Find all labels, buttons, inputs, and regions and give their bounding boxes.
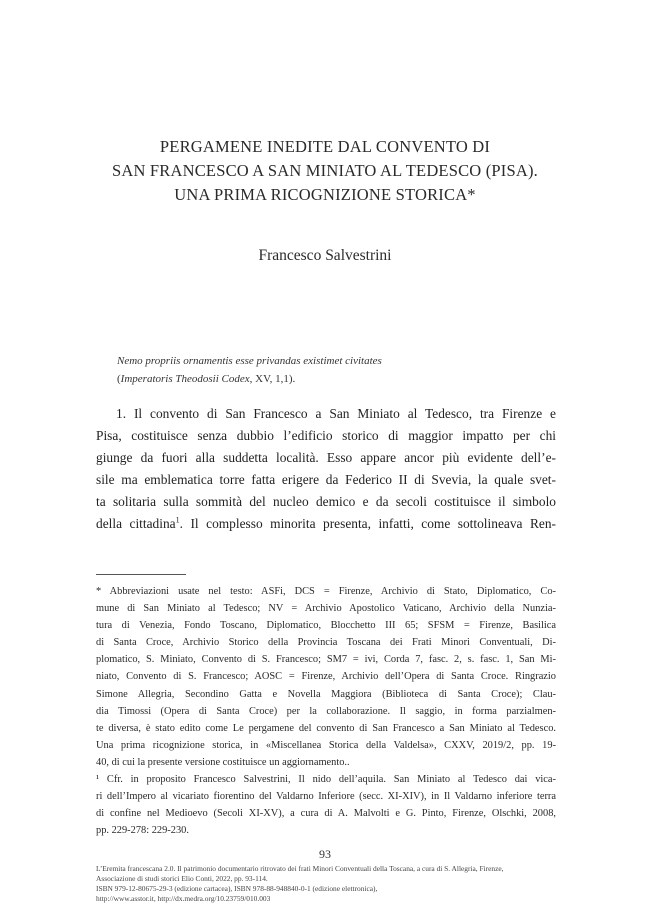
epigraph-source-rest: , XV, 1,1). [249,373,296,385]
colophon-line: ISBN 979-12-80675-29-3 (edizione cartacea), ISBN 978-88-948840-0-1 (edizione elettronica), [96,884,378,893]
epigraph-source-title: Imperatoris Theodosii Codex [120,373,250,385]
footnote-line: ¹ Cfr. in proposito Francesco Salvestrini, Il nido dell’aquila. San Miniato al Tedesco dai vica- [96,774,556,786]
footnote-line: di Santa Croce, Archivio Storico della Provincia Toscana dei Frati Minori Conventuali, Di- [96,637,556,649]
epigraph-source [117,370,547,388]
colophon-line: Associazione di studi storici Elio Conti, 2022, pp. 93-114. [96,874,268,883]
colophon [96,864,566,904]
footnote-line: Una prima ricognizione storica, in «Miscellanea Storica della Valdelsa», CXXV, 2019/2, pp. 19- [96,739,556,751]
body-line-6-after: . Il complesso minorita presenta, infatti, come sottolineava Ren- [179,516,556,531]
body-line: giunge da fuori alla suddetta località. Esso appare ancor più evidente dell’e- [96,450,556,465]
article-author: Francesco Salvestrini [258,247,392,264]
footnote-line: Simone Allegria, Secondino Gatta e Novella Maggiora (Biblioteca di Santa Croce); Clau- [96,688,556,700]
page-number: 93 [319,847,331,861]
body-paragraph [96,403,556,535]
footnote-line: ri dell’Impero al vicariato fiorentino del Valdarno Inferiore (secc. XI-XIV), in Il Valdarno inferiore terra [96,791,556,803]
body-line: sile ma emblematica torre fatta erigere da Federico II di Svevia, la quale svet- [96,472,556,487]
footnote-line: tura di Venezia, Fondo Toscano, Diplomatico, Blocchetto III 65; SFSM = Firenze, Basilica [96,620,556,632]
epigraph-source-open: ( [117,373,121,385]
colophon-line: http://www.asstor.it, http://dx.medra.org/10.23759/010.003 [96,894,271,903]
title-line-3: UNA PRIMA RICOGNIZIONE STORICA* [174,185,476,204]
body-line-with-footnote-ref [96,513,556,535]
footnote-reference: 1 [175,515,180,525]
title-line-2: SAN FRANCESCO A SAN MINIATO AL TEDESCO (PISA). [111,161,539,180]
footnote-separator [96,574,186,575]
footnote-line: * Abbreviazioni usate nel testo: ASFi, DCS = Firenze, Archivio di Stato, Diplomatico, Co- [96,586,556,597]
footnote-line: 40, di cui la presente versione costituisce un aggiornamento.. [96,756,350,768]
footnote-line: dia Timossi (Opera di Santa Croce) per la collaborazione. Il saggio, in forma parzialmen- [96,705,556,717]
footnote-line: di confine nel Medioevo (Secoli XI-XV), a cura di A. Malvolti e G. Pinto, Firenze, Olschki, 2008, [96,808,556,820]
epigraph [117,352,547,388]
article-title [60,135,590,207]
epigraph-quote: Nemo propriis ornamentis esse privandas existimet civitates [117,355,382,367]
colophon-line: L’Eremita francescana 2.0. Il patrimonio documentario ritrovato dei frati Minori Conventuali della Toscana, a cura di S. Allegria, Firenze, [96,864,504,873]
footnote-line: niato, Convento di S. Francesco; AOSC = Firenze, Archivio dell’Opera di Santa Croce. Ringrazio [96,671,556,683]
body-line: ta solitaria sulla sommità del nucleo demico e da secoli costituisce il simbolo [96,494,556,509]
footnotes [96,583,556,839]
footnote-line: plomatico, S. Miniato, Convento di S. Francesco; SM7 = ivi, Corda 7, fasc. 2, s. fasc. 1, San Mi- [96,654,556,666]
footnote-line: pp. 229-278: 229-230. [96,825,189,837]
body-line: Pisa, costituisce senza dubbio l’edificio storico di maggior impatto per chi [96,428,556,443]
body-line: 1. Il convento di San Francesco a San Miniato al Tedesco, tra Firenze e [116,406,556,421]
title-line-1: PERGAMENE INEDITE DAL CONVENTO DI [159,137,491,156]
footnote-line: mune di San Miniato al Tedesco; NV = Archivio Apostolico Vaticano, Archivio della Nunzia- [96,603,556,615]
footnote-line: te diversa, è stato edito come Le pergamene del convento di San Francesco a San Miniato al Tedesco. [96,722,556,734]
body-line-6-before: della cittadina [96,516,176,531]
